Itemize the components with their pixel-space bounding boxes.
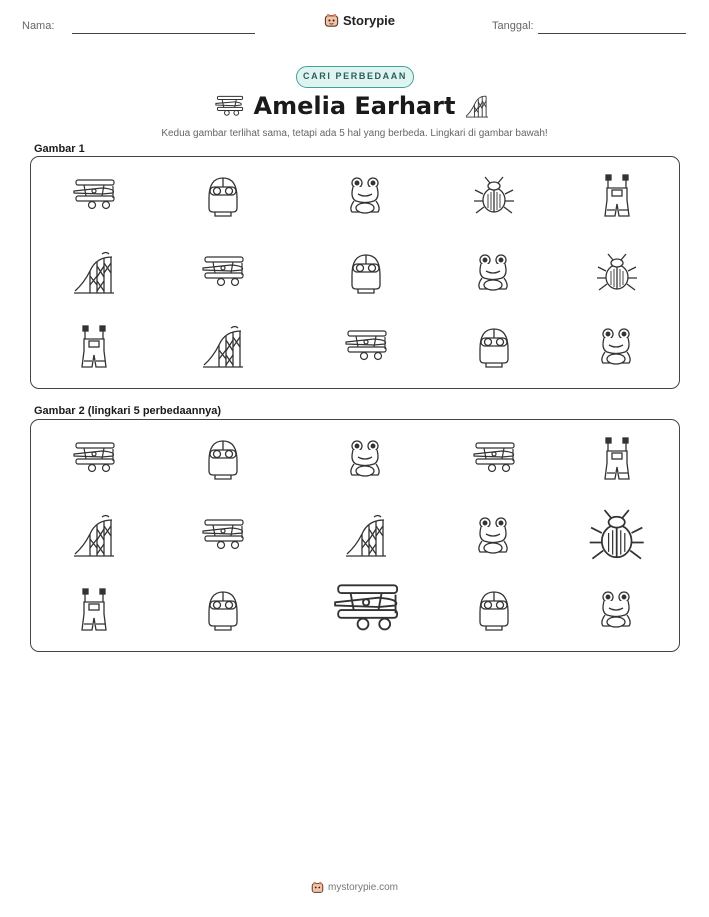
instructions: Kedua gambar terlihat sama, tetapi ada 5 hal yang berbeda. Lingkari di gambar bawah! (161, 128, 548, 139)
aviator-helmet-icon[interactable] (201, 437, 245, 481)
airplane-icon[interactable] (72, 437, 116, 481)
aviator-helmet-icon (201, 174, 245, 218)
airplane-icon (344, 325, 388, 369)
title-roller-coaster-icon (464, 93, 490, 119)
date-label: Tanggal: (492, 20, 534, 32)
footer (0, 881, 709, 894)
frog-icon (344, 174, 388, 218)
overalls-icon[interactable] (595, 437, 639, 481)
airplane-icon (201, 251, 245, 295)
activity-badge: CARI PERBEDAAN (296, 66, 414, 88)
date-field[interactable] (538, 33, 686, 34)
footer-logo-icon (311, 881, 324, 894)
frog-icon (472, 251, 516, 295)
aviator-helmet-icon (344, 251, 388, 295)
frog-icon[interactable] (472, 514, 516, 558)
footer-url: mystorypie.com (327, 882, 398, 893)
roller-coaster-icon (201, 325, 245, 369)
picture-2-label: Gambar 2 (lingkari 5 perbedaannya) (34, 405, 222, 417)
brand-name: Storypie (343, 13, 396, 28)
aviator-helmet-icon[interactable] (472, 588, 516, 632)
beetle-icon[interactable] (587, 506, 646, 565)
name-label: Nama: (22, 20, 55, 32)
overalls-icon (595, 174, 639, 218)
airplane-icon[interactable] (201, 514, 245, 558)
overalls-icon (72, 325, 116, 369)
frog-icon (595, 325, 639, 369)
roller-coaster-icon[interactable] (344, 514, 388, 558)
picture-1-label: Gambar 1 (34, 143, 85, 155)
aviator-helmet-icon[interactable] (201, 588, 245, 632)
airplane-icon[interactable] (332, 576, 400, 644)
storypie-logo-icon (324, 13, 339, 28)
airplane-icon (72, 174, 116, 218)
overalls-icon[interactable] (72, 588, 116, 632)
roller-coaster-icon (72, 251, 116, 295)
page-title: Amelia Earhart (253, 92, 456, 120)
roller-coaster-icon[interactable] (72, 514, 116, 558)
frog-icon[interactable] (595, 588, 639, 632)
beetle-icon (595, 251, 639, 295)
frog-icon[interactable] (344, 437, 388, 481)
beetle-icon (472, 174, 516, 218)
name-field[interactable] (72, 33, 255, 34)
airplane-icon[interactable] (472, 437, 516, 481)
brand (324, 13, 395, 28)
aviator-helmet-icon (472, 325, 516, 369)
